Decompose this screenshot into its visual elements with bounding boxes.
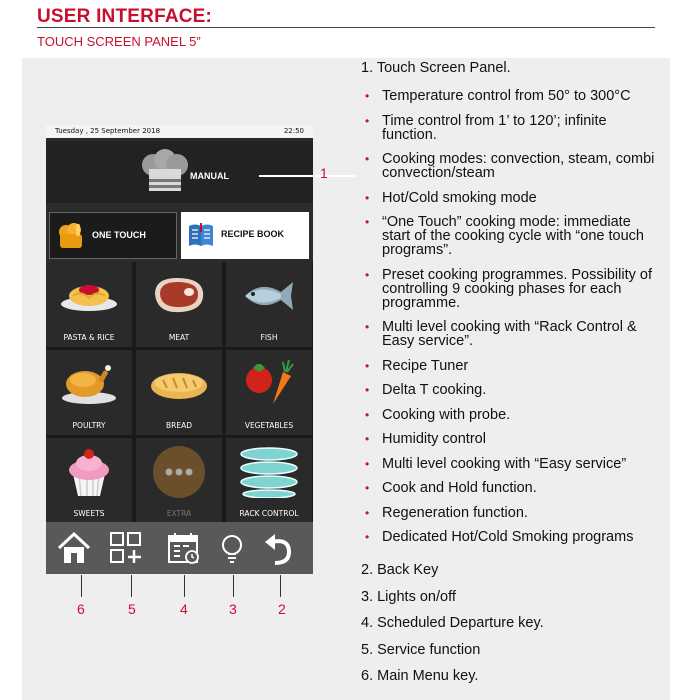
callout-line-3 [233,575,234,597]
chef-hat-icon [140,149,190,195]
callout-3: 3 [229,601,237,617]
back-arrow-icon[interactable] [261,530,297,566]
category-vegetables[interactable] [226,350,312,435]
key-item: 2. Back Key [361,562,439,578]
callout-6: 6 [77,601,85,617]
bullet: • [365,432,370,446]
one-touch-label: ONE TOUCH [92,230,146,240]
callout-line-2 [280,575,281,597]
bottom-toolbar [46,522,313,574]
callout-1: 1 [320,165,328,181]
one-touch-hand-icon [56,222,86,250]
recipe-book-label: RECIPE BOOK [221,229,285,239]
recipe-book-button[interactable] [181,212,309,259]
bread-icon [149,358,209,410]
category-label: PASTA & RICE [63,333,115,342]
callout-2: 2 [278,601,286,617]
feature-item: • Temperature control from 50° to 300°C [365,88,631,104]
bullet: • [365,89,370,103]
bullet: • [365,456,370,471]
category-label: EXTRA [166,509,192,518]
cupcake-icon [59,446,119,498]
feature-item: • Preset cooking programmes. Possibility of controlling 9 cooking phases for each programme. [365,266,652,311]
category-pasta-rice[interactable] [46,262,132,347]
bullet: • [365,358,370,373]
page-subtitle: TOUCH SCREEN PANEL 5” [37,34,201,49]
bullet: • [365,320,370,334]
stacked-plates-icon [239,446,299,498]
feature-item: • Regeneration function. [365,504,528,521]
category-label: FISH [260,333,278,342]
callout-4: 4 [180,601,188,617]
manual-button[interactable] [46,141,313,203]
bullet: • [365,113,370,128]
meat-icon [149,270,209,322]
feature-item: • Time control from 1’ to 120’; infinite function. [365,112,607,143]
list-heading: 1. Touch Screen Panel. [361,60,511,76]
service-grid-icon[interactable] [108,530,144,566]
pasta-icon [59,270,119,322]
key-list [361,562,544,695]
category-poultry[interactable] [46,350,132,435]
status-bar [46,125,313,138]
feature-item: • Hot/Cold smoking mode [365,189,537,206]
category-label: SWEETS [73,509,105,518]
feature-item: • Recipe Tuner [365,357,469,374]
feature-item: • “One Touch” cooking mode: immediate start of the cooking cycle with “one touch programs”. [365,214,644,258]
more-dots-icon [149,446,209,498]
category-meat[interactable] [136,262,222,347]
manual-label: MANUAL [190,171,229,181]
key-item: 6. Main Menu key. [361,668,479,685]
callout-line-5 [131,575,132,597]
feature-item: • Dedicated Hot/Cold Smoking programs [365,529,634,545]
category-label: MEAT [168,333,190,342]
touch-screen-panel [46,125,313,574]
category-rack-control[interactable] [226,438,312,523]
poultry-icon [59,358,119,410]
feature-item: • Cooking modes: convection, steam, combi convection/steam [365,151,655,181]
bullet: • [365,407,370,422]
bullet: • [365,383,370,397]
category-sweets[interactable] [46,438,132,523]
mode-row [46,211,313,261]
fish-icon [239,270,299,322]
feature-item: • Cook and Hold function. [365,480,537,496]
category-label: VEGETABLES [244,421,294,430]
bullet: • [365,530,370,544]
bullet: • [365,152,370,166]
bullet: • [365,215,370,229]
one-touch-button[interactable] [49,212,177,259]
category-bread[interactable] [136,350,222,435]
status-time: 22:50 [283,127,304,135]
feature-item: • Cooking with probe. [365,406,511,423]
lightbulb-icon[interactable] [214,530,250,566]
category-label: RACK CONTROL [239,509,299,518]
callout-line-1 [259,175,355,177]
callout-line-4 [184,575,185,597]
bullet: • [365,505,370,520]
callout-5: 5 [128,601,136,617]
category-grid [46,262,313,522]
page-title: USER INTERFACE: [37,6,213,27]
category-fish[interactable] [226,262,312,347]
bullet: • [365,190,370,205]
key-item: 5. Service function [361,641,481,658]
feature-item: • Multi level cooking with “Rack Control & Easy service”. [365,319,637,349]
key-item: 4. Scheduled Departure key. [361,615,544,632]
key-item: 3. Lights on/off [361,588,456,605]
feature-item: • Delta T cooking. [365,382,487,398]
feature-item: • Humidity control [365,431,486,447]
feature-item: • Multi level cooking with “Easy service” [365,455,627,472]
vegetables-icon [239,358,299,410]
bullet: • [365,267,370,282]
category-label: POULTRY [72,421,106,430]
category-extra[interactable] [136,438,222,523]
feature-list [361,89,661,555]
category-label: BREAD [165,421,192,430]
title-rule [37,27,655,28]
bullet: • [365,481,370,495]
recipe-book-icon [187,222,215,248]
status-date: Tuesday , 25 September 2018 [55,127,161,135]
callout-line-6 [81,575,82,597]
calendar-clock-icon[interactable] [166,530,202,566]
home-icon[interactable] [56,530,92,566]
